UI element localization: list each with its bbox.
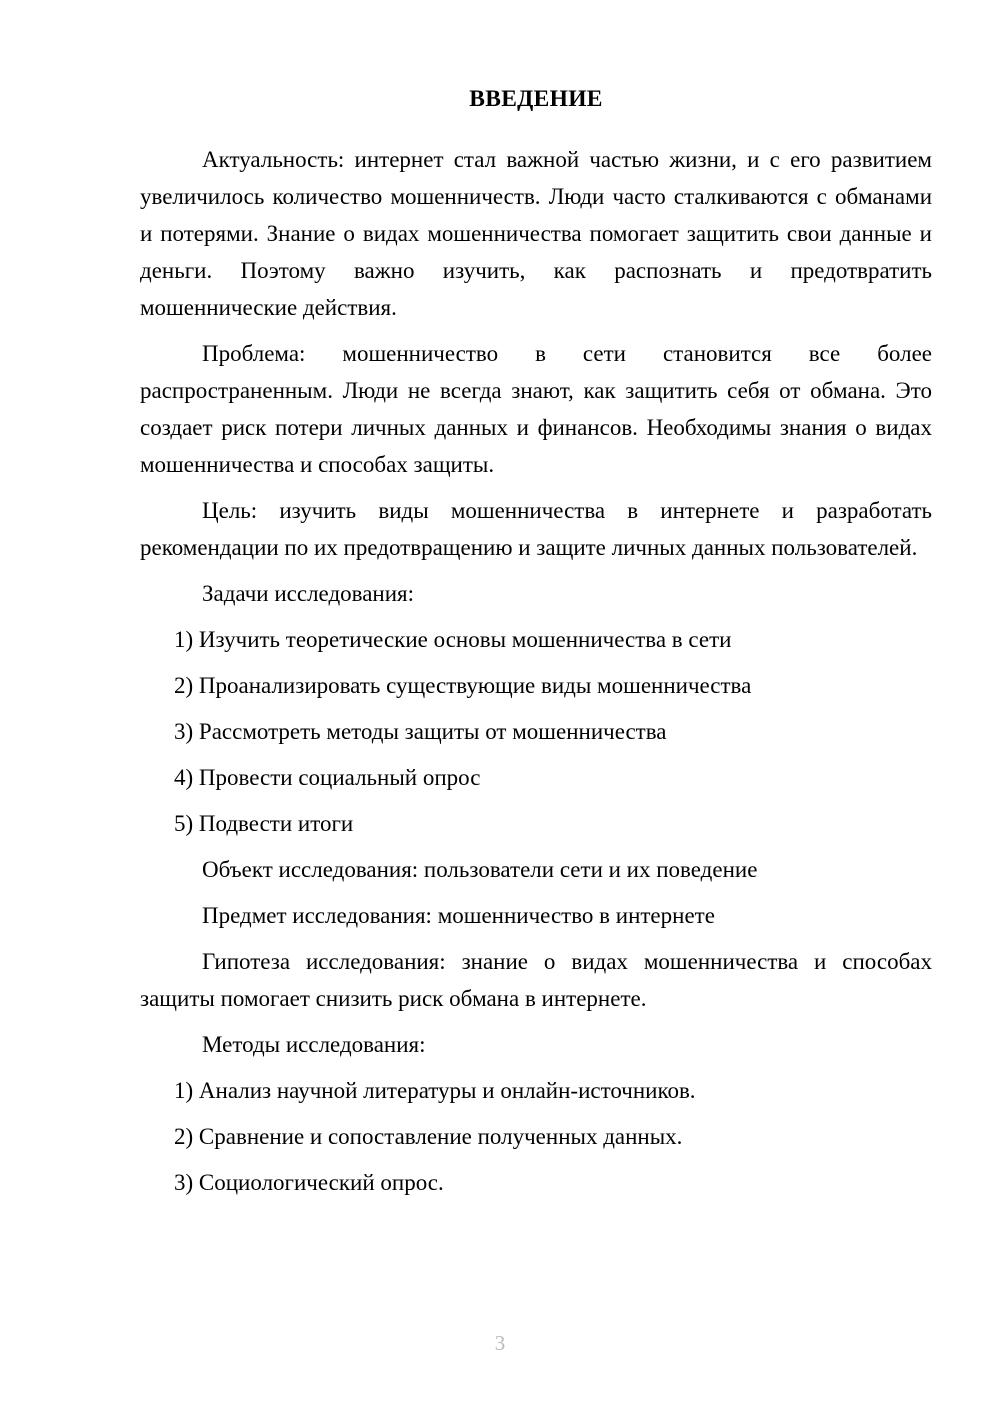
page-title: ВВЕДЕНИЕ [469, 86, 603, 112]
list-item: 2) Проанализировать существующие виды мошенничества [174, 673, 752, 699]
list-item: 4) Провести социальный опрос [174, 765, 481, 791]
paragraph-goal: Цель: изучить виды мошенничества в интернете и разработать рекомендации по их предотвращению и защите личных данных пользователей. [140, 498, 932, 561]
page-number: 3 [494, 1331, 506, 1355]
list-item: 1) Анализ научной литературы и онлайн-источников. [174, 1078, 696, 1104]
tasks-heading: Задачи исследования: [202, 581, 415, 607]
hypothesis-paragraph: Гипотеза исследования: знание о видах мошенничества и способах защиты помогает снизить риск обмана в интернете. [140, 949, 932, 1012]
page-content [140, 86, 932, 1210]
paragraph-relevance: Актуальность: интернет стал важной частью жизни, и с его развитием увеличилось количество мошенничеств. Люди часто сталкиваются с обманами и потерями. Знание о видах мошенничества помогает защитить свои данные и деньги. Поэтому важно изучить, как распознать и предотвратить мошеннические действия. [140, 147, 932, 321]
list-item: 5) Подвести итоги [174, 811, 354, 837]
methods-heading: Методы исследования: [202, 1032, 426, 1058]
paragraph-problem: Проблема: мошенничество в сети становится все более распространенным. Люди не всегда знают, как защитить себя от обмана. Это создает риск потери личных данных и финансов. Необходимы знания о видах мошенничества и способах защиты. [140, 341, 932, 478]
subject-of-research-line: Предмет исследования: мошенничество в интернете [202, 903, 715, 929]
list-item: 3) Рассмотреть методы защиты от мошенничества [174, 719, 667, 745]
list-item: 1) Изучить теоретические основы мошенничества в сети [174, 627, 732, 653]
list-item: 2) Сравнение и сопоставление полученных данных. [174, 1124, 683, 1150]
list-item: 3) Социологический опрос. [174, 1170, 444, 1196]
object-of-research-line: Объект исследования: пользователи сети и их поведение [202, 857, 758, 883]
